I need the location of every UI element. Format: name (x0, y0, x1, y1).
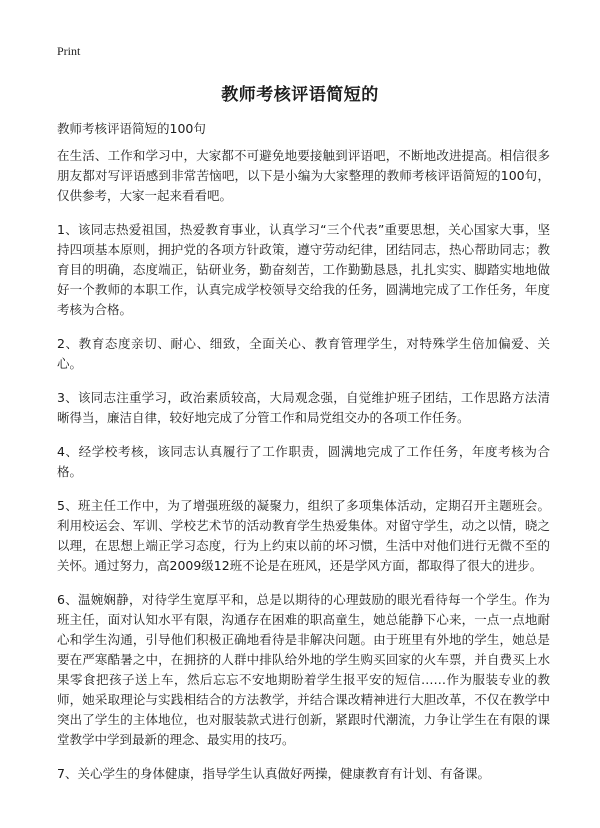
paragraph-1: 1、该同志热爱祖国，热爱教育事业，认真学习“三个代表”重要思想，关心国家大事，坚持四项基本原则，拥护党的各项方针政策，遵守劳动纪律，团结同志，热心帮助同志；教育目的明确，态度端正，钻研业务，勤奋刻苦，工作勤勤恳恳，扎扎实实、脚踏实地地做好一个教师的本职工作，认真完成学校领导交给我的任务，圆满地完成了工作任务，年度考核为合格。 (57, 222, 550, 317)
paragraph-3: 3、该同志注重学习，政治素质较高，大局观念强，自觉维护班子团结，工作思路方法清晰得当，廉洁自律，较好地完成了分管工作和局党组交办的各项工作任务。 (57, 390, 550, 425)
paragraph-intro: 在生活、工作和学习中，大家都不可避免地要接触到评语吧，不断地改进提高。相信很多朋友都对写评语感到非常苦恼吧，以下是小编为大家整理的教师考核评语简短的100句，仅供参考，大家一起来看看吧。 (57, 148, 550, 203)
paragraph-4: 4、经学校考核，该同志认真履行了工作职责，圆满地完成了工作任务，年度考核为合格。 (57, 444, 550, 479)
paragraph-2: 2、教育态度亲切、耐心、细致，全面关心、教育管理学生，对特殊学生倍加偏爱、关心。 (57, 336, 550, 371)
document-subtitle: 教师考核评语简短的100句 (57, 121, 206, 136)
print-link[interactable]: Print (57, 44, 81, 58)
page-title: 教师考核评语简短的 (221, 85, 379, 105)
document-body (57, 146, 550, 798)
paragraph-6: 6、温婉娴静，对待学生宽厚平和，总是以期待的心理鼓励的眼光看待每一个学生。作为班主任，面对认知水平有限，沟通存在困难的职高童生，她总能静下心来，一点一点地耐心和学生沟通，引导他们积极正确地看待是非解决问题。由于班里有外地的学生，她总是要在严寒酷暑之中，在拥挤的人群中排队给外地的学生购买回家的火车票，并自费买上水果零食把孩子送上车，然后忘忘不安地期盼着学生报平安的短信……作为服装专业的教师，她采取理论与实践相结合的方法教学，并结合课改精神进行大胆改革，不仅在教学中突出了学生的主体地位，也对服装款式进行创新，紧跟时代潮流，力争让学生在有限的课堂教学中学到最新的理念、最实用的技巧。 (57, 592, 550, 747)
paragraph-7: 7、关心学生的身体健康，指导学生认真做好两操，健康教育有计划、有备课。 (57, 766, 490, 781)
paragraph-5: 5、班主任工作中，为了增强班级的凝聚力，组织了多项集体活动，定期召开主题班会。利用校运会、军训、学校艺术节的活动教育学生热爱集体。对留守学生，动之以情，晓之以理，在思想上端正学习态度，行为上约束以前的坏习惯，生活中对他们进行无微不至的关怀。通过努力，高2009级12班不论是在班风，还是学风方面，都取得了很大的进步。 (57, 498, 550, 573)
